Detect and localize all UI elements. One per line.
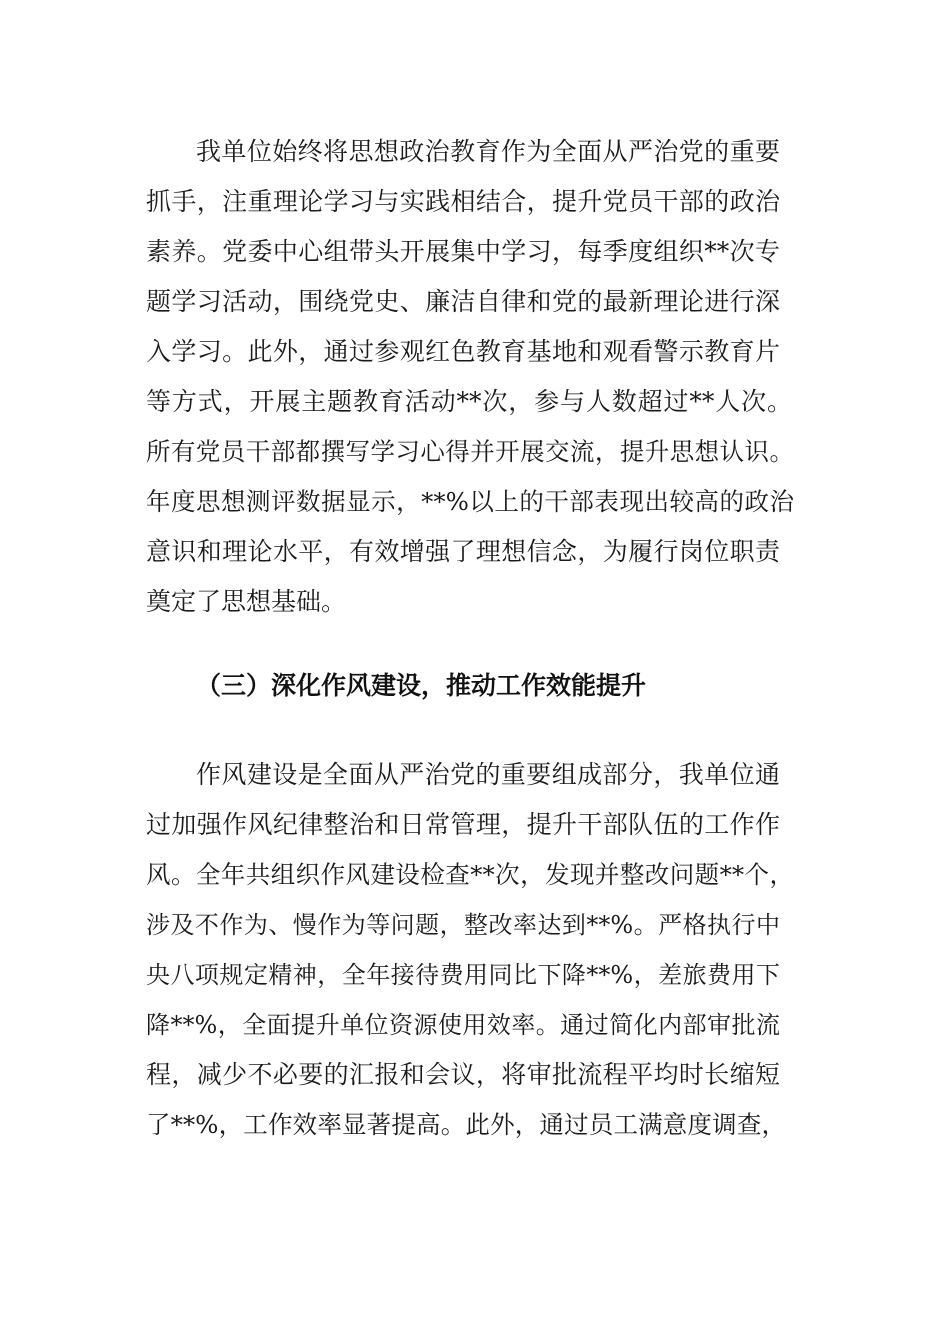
paragraph-2-line-6: 降**%，全面提升单位资源使用效率。通过简化内部审批流: [146, 1011, 780, 1039]
paragraph-1-line-4: 题学习活动，围绕党史、廉洁自律和党的最新理论进行深: [146, 287, 780, 316]
paragraph-2-line-1: 作风建设是全面从严治党的重要组成部分，我单位通: [196, 760, 780, 789]
paragraph-1-line-3: 素养。党委中心组带头开展集中学习，每季度组织**次专: [146, 237, 780, 266]
paragraph-2-line-3: 风。全年共组织作风建设检查**次，发现并整改问题**个，: [146, 860, 794, 889]
paragraph-2-line-4: 涉及不作为、慢作为等问题，整改率达到**%。严格执行中: [146, 911, 780, 939]
paragraph-1-line-6: 等方式，开展主题教育活动**次，参与人数超过**人次。: [146, 387, 792, 416]
paragraph-1-line-7: 所有党员干部都撰写学习心得并开展交流，提升思想认识。: [146, 437, 794, 466]
paragraph-2-line-7: 程，减少不必要的汇报和会议，将审批流程平均时长缩短: [146, 1060, 780, 1089]
paragraph-1-line-5: 入学习。此外，通过参观红色教育基地和观看警示教育片: [146, 337, 780, 366]
paragraph-1-line-8: 年度思想测评数据显示，**%以上的干部表现出较高的政治: [146, 487, 794, 516]
paragraph-1-line-1: 我单位始终将思想政治教育作为全面从严治党的重要: [196, 137, 780, 166]
paragraph-2-line-8: 了**%，工作效率显著提高。此外，通过员工满意度调查，: [146, 1110, 786, 1139]
section-heading: （三）深化作风建设，推动工作效能提升: [196, 671, 647, 700]
paragraph-1-line-10: 奠定了思想基础。: [146, 587, 347, 616]
paragraph-1-line-2: 抓手，注重理论学习与实践相结合，提升党员干部的政治: [146, 187, 780, 216]
paragraph-2-line-2: 过加强作风纪律整治和日常管理，提升干部队伍的工作作: [146, 810, 780, 839]
paragraph-1-line-9: 意识和理论水平，有效增强了理想信念，为履行岗位职责: [146, 537, 780, 566]
paragraph-2-line-5: 央八项规定精神，全年接待费用同比下降**%，差旅费用下: [146, 961, 780, 989]
